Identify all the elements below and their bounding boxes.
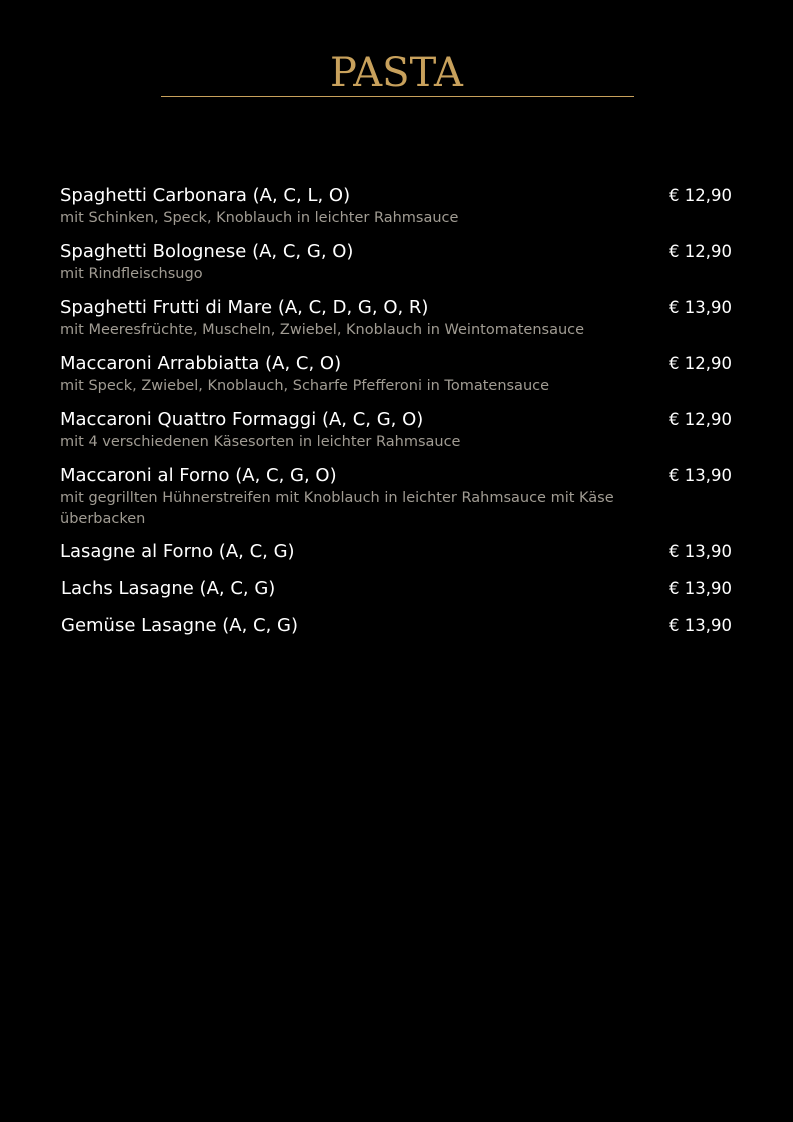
menu-item-name: Spaghetti Carbonara (A, C, L, O) xyxy=(60,185,351,206)
menu-item-name: Lasagne al Forno (A, C, G) xyxy=(60,541,295,562)
menu-item xyxy=(60,408,732,464)
menu-item-description: mit Schinken, Speck, Knoblauch in leichter Rahmsauce xyxy=(60,210,459,226)
menu-list xyxy=(60,184,732,651)
menu-item-description: mit Meeresfrüchte, Muscheln, Zwiebel, Knoblauch in Weintomatensauce xyxy=(60,322,585,338)
menu-item-name: Gemüse Lasagne (A, C, G) xyxy=(61,615,298,636)
menu-item xyxy=(61,577,732,614)
menu-item-description: mit Speck, Zwiebel, Knoblauch, Scharfe Pfefferoni in Tomatensauce xyxy=(60,378,550,394)
menu-item-price: € 12,90 xyxy=(669,354,732,373)
menu-item-description: mit 4 verschiedenen Käsesorten in leichter Rahmsauce xyxy=(60,434,461,450)
menu-item-name: Maccaroni al Forno (A, C, G, O) xyxy=(60,465,337,486)
page-title: PASTA xyxy=(330,50,463,96)
menu-item-price: € 12,90 xyxy=(669,186,732,205)
menu-item-price: € 13,90 xyxy=(669,616,732,635)
menu-item xyxy=(60,540,732,577)
menu-item-price: € 13,90 xyxy=(669,466,732,485)
menu-item xyxy=(60,296,732,352)
menu-item-name: Maccaroni Quattro Formaggi (A, C, G, O) xyxy=(60,409,424,430)
menu-item-price: € 13,90 xyxy=(669,298,732,317)
menu-item-price: € 13,90 xyxy=(669,579,732,598)
menu-item xyxy=(60,240,732,296)
menu-item-price: € 13,90 xyxy=(669,542,732,561)
menu-item-name: Maccaroni Arrabbiatta (A, C, O) xyxy=(60,353,342,374)
menu-item-name: Spaghetti Bolognese (A, C, G, O) xyxy=(60,241,354,262)
title-divider xyxy=(161,96,634,97)
menu-item-description: mit Rindfleischsugo xyxy=(60,266,203,282)
menu-item-price: € 12,90 xyxy=(669,242,732,261)
menu-item xyxy=(60,464,732,540)
menu-item-name: Lachs Lasagne (A, C, G) xyxy=(61,578,276,599)
menu-item xyxy=(60,352,732,408)
menu-item-price: € 12,90 xyxy=(669,410,732,429)
menu-item-name: Spaghetti Frutti di Mare (A, C, D, G, O, R) xyxy=(60,297,429,318)
menu-item xyxy=(60,184,732,240)
menu-item xyxy=(61,614,732,651)
menu-item-description: mit gegrillten Hühnerstreifen mit Knoblauch in leichter Rahmsauce mit Käse überbacken xyxy=(60,490,614,527)
